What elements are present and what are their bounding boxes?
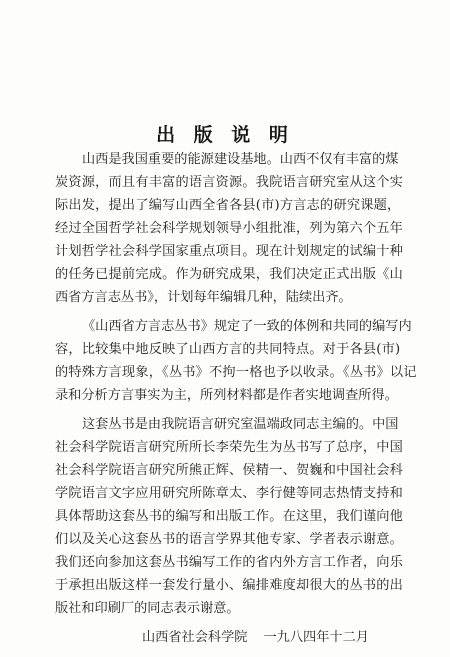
text-line: 计划哲学社会科学国家重点项目。现在计划规定的试编十种	[55, 244, 404, 259]
text-line: 容，比较集中地反映了山西方言的共同特点。对于各县(市)	[55, 342, 401, 357]
text-line: 经过全国哲学社会科学规划领导小组批准，列为第六个五年	[55, 221, 404, 236]
text-line: 录和分析方言事实为主，所列材料都是作者实地调查所得。	[55, 388, 398, 403]
text-line: 西省方言志丛书》，计划每年编辑几种，陆续出齐。	[55, 290, 352, 305]
signature-date: 一九八四年十二月	[263, 630, 369, 645]
signature-org: 山西省社会科学院	[142, 630, 248, 645]
text-line: 具体帮助这套丛书的编写和出版工作。在这里，我们谨向他	[55, 509, 404, 524]
signature	[142, 628, 369, 648]
text-line: 这套丛书是由我院语言研究室温端政同志主编的。中国	[82, 417, 399, 432]
text-line: 社会科学院语言研究所所长李荣先生为丛书写了总序，中国	[55, 440, 404, 455]
text-line: 我们还向参加这套丛书编写工作的省内外方言工作者，向乐	[55, 555, 404, 570]
page-title: 出 版 说 明	[156, 124, 294, 146]
text-line: 版社和印刷厂的同志表示谢意。	[55, 601, 240, 616]
text-line: 山西是我国重要的能源建设基地。山西不仅有丰富的煤	[82, 152, 399, 167]
text-line: 们以及关心这套丛书的语言学界其他专家、学者表示谢意。	[55, 532, 404, 547]
text-line: 社会科学院语言研究所熊正辉、侯精一、贺巍和中国社会科	[55, 463, 404, 478]
text-line: 的任务已提前完成。作为研究成果，我们决定正式出版《山	[55, 267, 404, 282]
text-line: 际出发，提出了编写山西全省各县(市)方言志的研究课题，	[55, 198, 401, 213]
text-line: 学院语言文字应用研究所陈章太、李行健等同志热情支持和	[55, 486, 404, 501]
text-line: 的特殊方言现象，《丛书》不拘一格也予以收录。《丛书》以记	[55, 365, 417, 380]
text-line: 于承担出版这样一套发行量小、编排难度却很大的丛书的出	[55, 578, 404, 593]
text-line: 《山西省方言志丛书》规定了一致的体例和共同的编写内	[82, 319, 412, 334]
text-line: 炭资源，而且有丰富的语言资源。我院语言研究室从这个实	[55, 175, 404, 190]
